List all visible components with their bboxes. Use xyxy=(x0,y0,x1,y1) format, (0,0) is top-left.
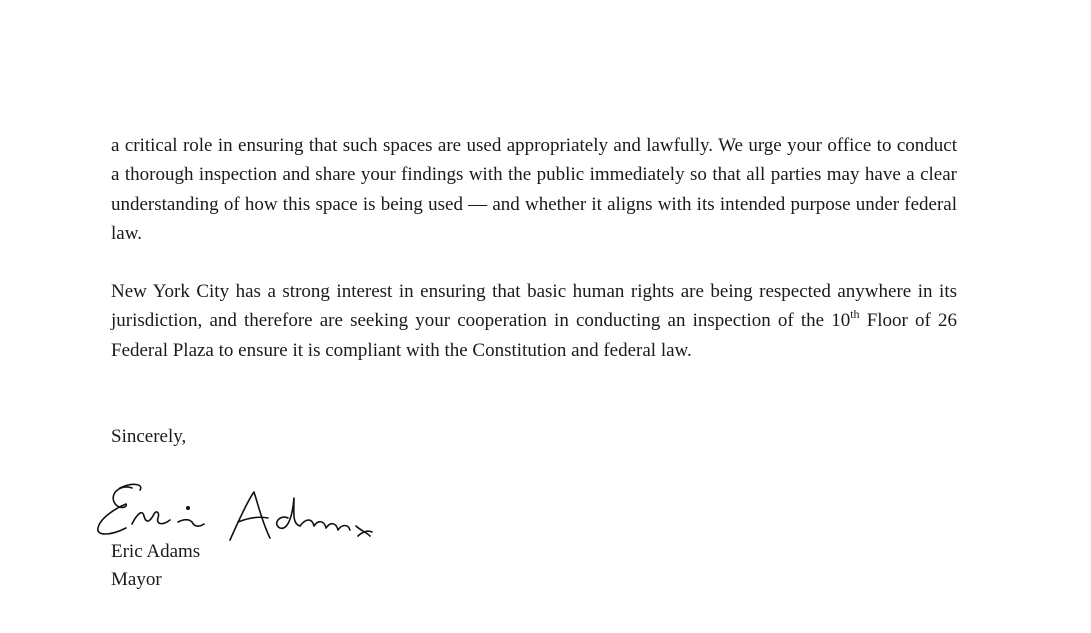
signer-title: Mayor xyxy=(111,569,162,590)
closing-salutation: Sincerely, xyxy=(111,426,187,447)
body-paragraph-2-text-start: New York City has a strong interest in ensuring that basic human rights are being respected anywhere in its jurisdiction, and therefore are seeking your cooperation in conducting an inspection of the 10 xyxy=(111,281,957,332)
ordinal-superscript: th xyxy=(850,306,860,321)
body-paragraph-1: a critical role in ensuring that such spaces are used appropriately and lawfully. We urge your office to conduct a thorough inspection and share your findings with the public immediately so that all parties may have a clear understanding of how this space is being used — and whether it aligns with its intended purpose under federal law. xyxy=(111,135,957,244)
body-paragraph-2-text-end: Floor of 26 Federal Plaza to ensure it is compliant with the Constitution and federal law. xyxy=(111,310,958,361)
signer-name: Eric Adams xyxy=(111,541,201,562)
body-paragraph-2 xyxy=(111,277,957,365)
